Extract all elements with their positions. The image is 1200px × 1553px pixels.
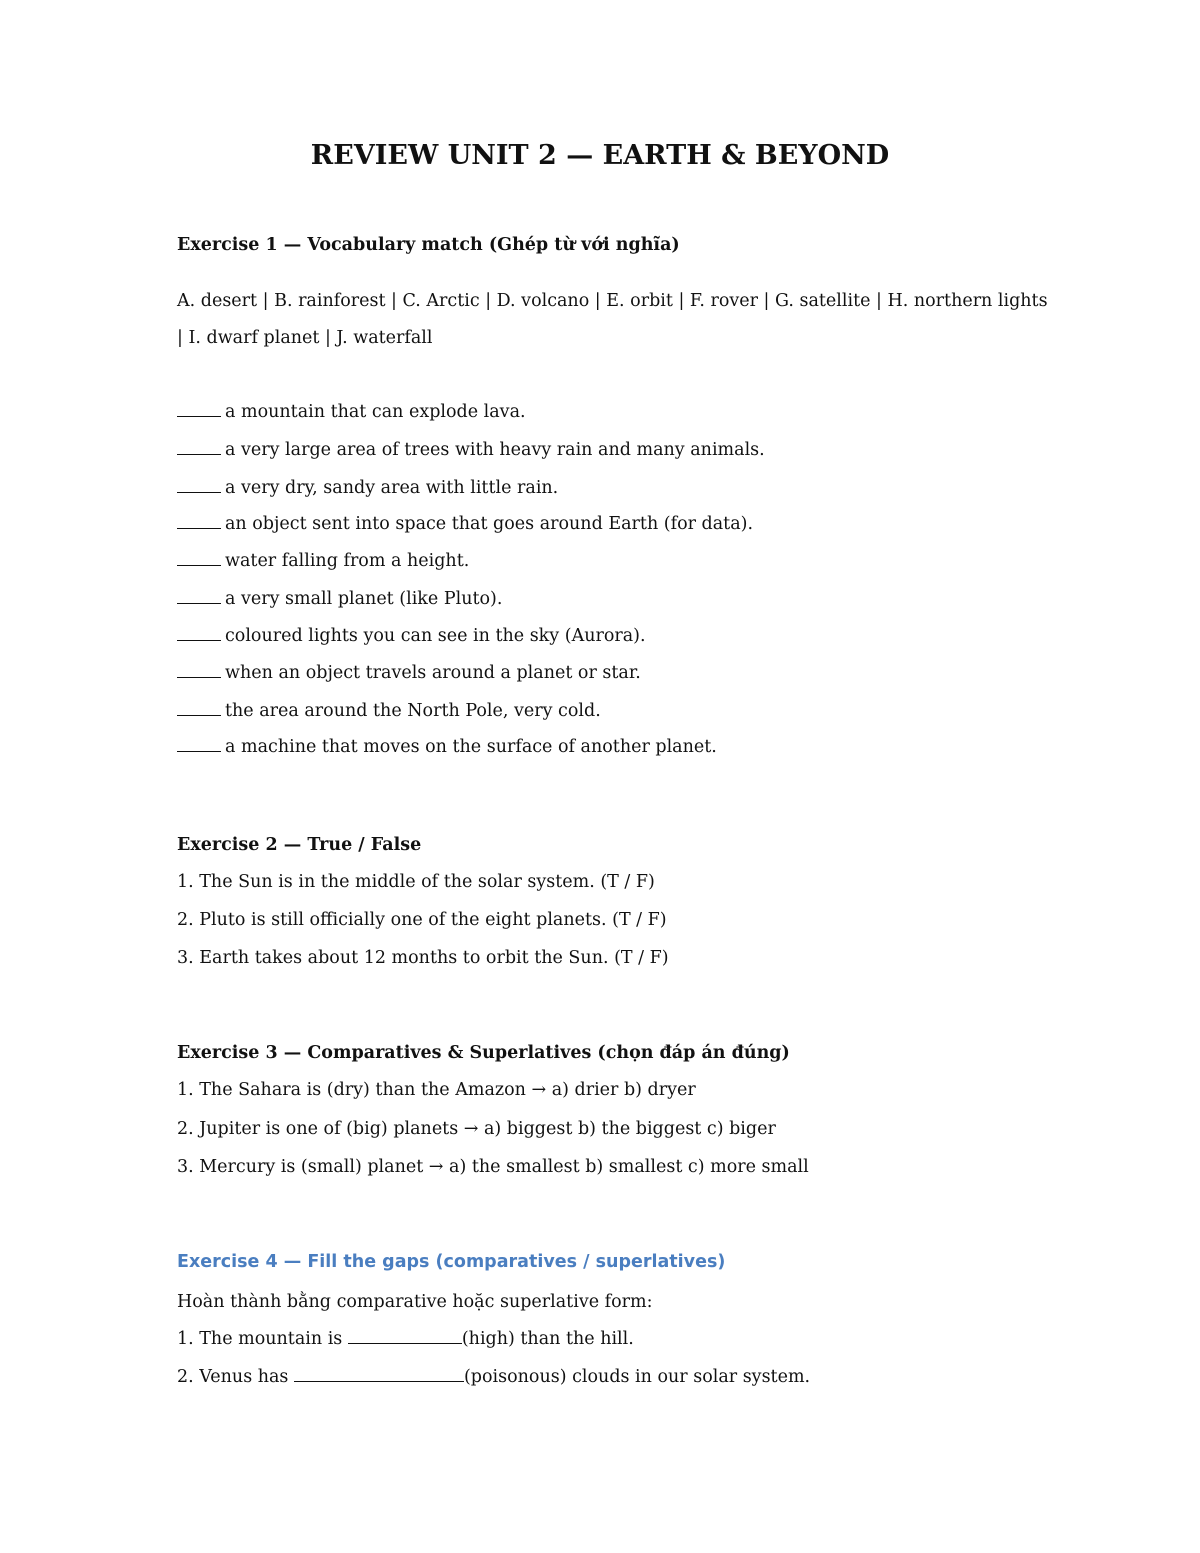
list-item: 1. The Sahara is (dry) than the Amazon → a) drier b) dryer xyxy=(177,1080,696,1100)
list-item: 2. Venus has (poisonous) clouds in our solar system. xyxy=(177,1367,811,1387)
fill-blank[interactable] xyxy=(348,1327,462,1344)
fill-blank[interactable] xyxy=(294,1365,464,1382)
exercise-4-instruction: Hoàn thành bằng comparative hoặc superlative form: xyxy=(177,1292,653,1312)
list-item: an object sent into space that goes around Earth (for data). xyxy=(177,512,753,536)
list-item: water falling from a height. xyxy=(177,549,469,573)
list-item: a very dry, sandy area with little rain. xyxy=(177,476,558,500)
list-item: coloured lights you can see in the sky (Aurora). xyxy=(177,624,646,648)
list-item: 2. Pluto is still officially one of the eight planets. (T / F) xyxy=(177,910,667,930)
exercise-2-heading: Exercise 2 — True / False xyxy=(177,835,422,855)
exercise-1-heading: Exercise 1 — Vocabulary match (Ghép từ với nghĩa) xyxy=(177,235,680,255)
answer-blank[interactable] xyxy=(177,699,221,716)
list-item: 1. The Sun is in the middle of the solar system. (T / F) xyxy=(177,872,655,892)
list-item: 1. The mountain is (high) than the hill. xyxy=(177,1329,634,1349)
answer-blank[interactable] xyxy=(177,438,221,455)
answer-blank[interactable] xyxy=(177,512,221,529)
answer-blank[interactable] xyxy=(177,587,221,604)
exercise-3-heading: Exercise 3 — Comparatives & Superlatives (chọn đáp án đúng) xyxy=(177,1043,790,1063)
list-item: a very large area of trees with heavy rain and many animals. xyxy=(177,438,765,462)
answer-blank[interactable] xyxy=(177,400,221,417)
list-item: 3. Mercury is (small) planet → a) the smallest b) smallest c) more small xyxy=(177,1157,809,1177)
page-title: REVIEW UNIT 2 — EARTH & BEYOND xyxy=(310,140,890,171)
exercise-1-options-line-1: A. desert | B. rainforest | C. Arctic | D. volcano | E. orbit | F. rover | G. satellite | H. northern lights xyxy=(177,291,1048,311)
answer-blank[interactable] xyxy=(177,549,221,566)
exercise-4-heading: Exercise 4 — Fill the gaps (comparatives / superlatives) xyxy=(177,1252,726,1272)
answer-blank[interactable] xyxy=(177,624,221,641)
list-item: a very small planet (like Pluto). xyxy=(177,587,502,611)
list-item: a mountain that can explode lava. xyxy=(177,400,526,424)
list-item: the area around the North Pole, very cold. xyxy=(177,699,601,723)
list-item: 2. Jupiter is one of (big) planets → a) biggest b) the biggest c) biger xyxy=(177,1119,776,1139)
answer-blank[interactable] xyxy=(177,661,221,678)
exercise-1-options-line-2: | I. dwarf planet | J. waterfall xyxy=(177,328,433,348)
answer-blank[interactable] xyxy=(177,476,221,493)
list-item: a machine that moves on the surface of another planet. xyxy=(177,735,717,759)
list-item: when an object travels around a planet or star. xyxy=(177,661,641,685)
answer-blank[interactable] xyxy=(177,735,221,752)
list-item: 3. Earth takes about 12 months to orbit the Sun. (T / F) xyxy=(177,948,669,968)
